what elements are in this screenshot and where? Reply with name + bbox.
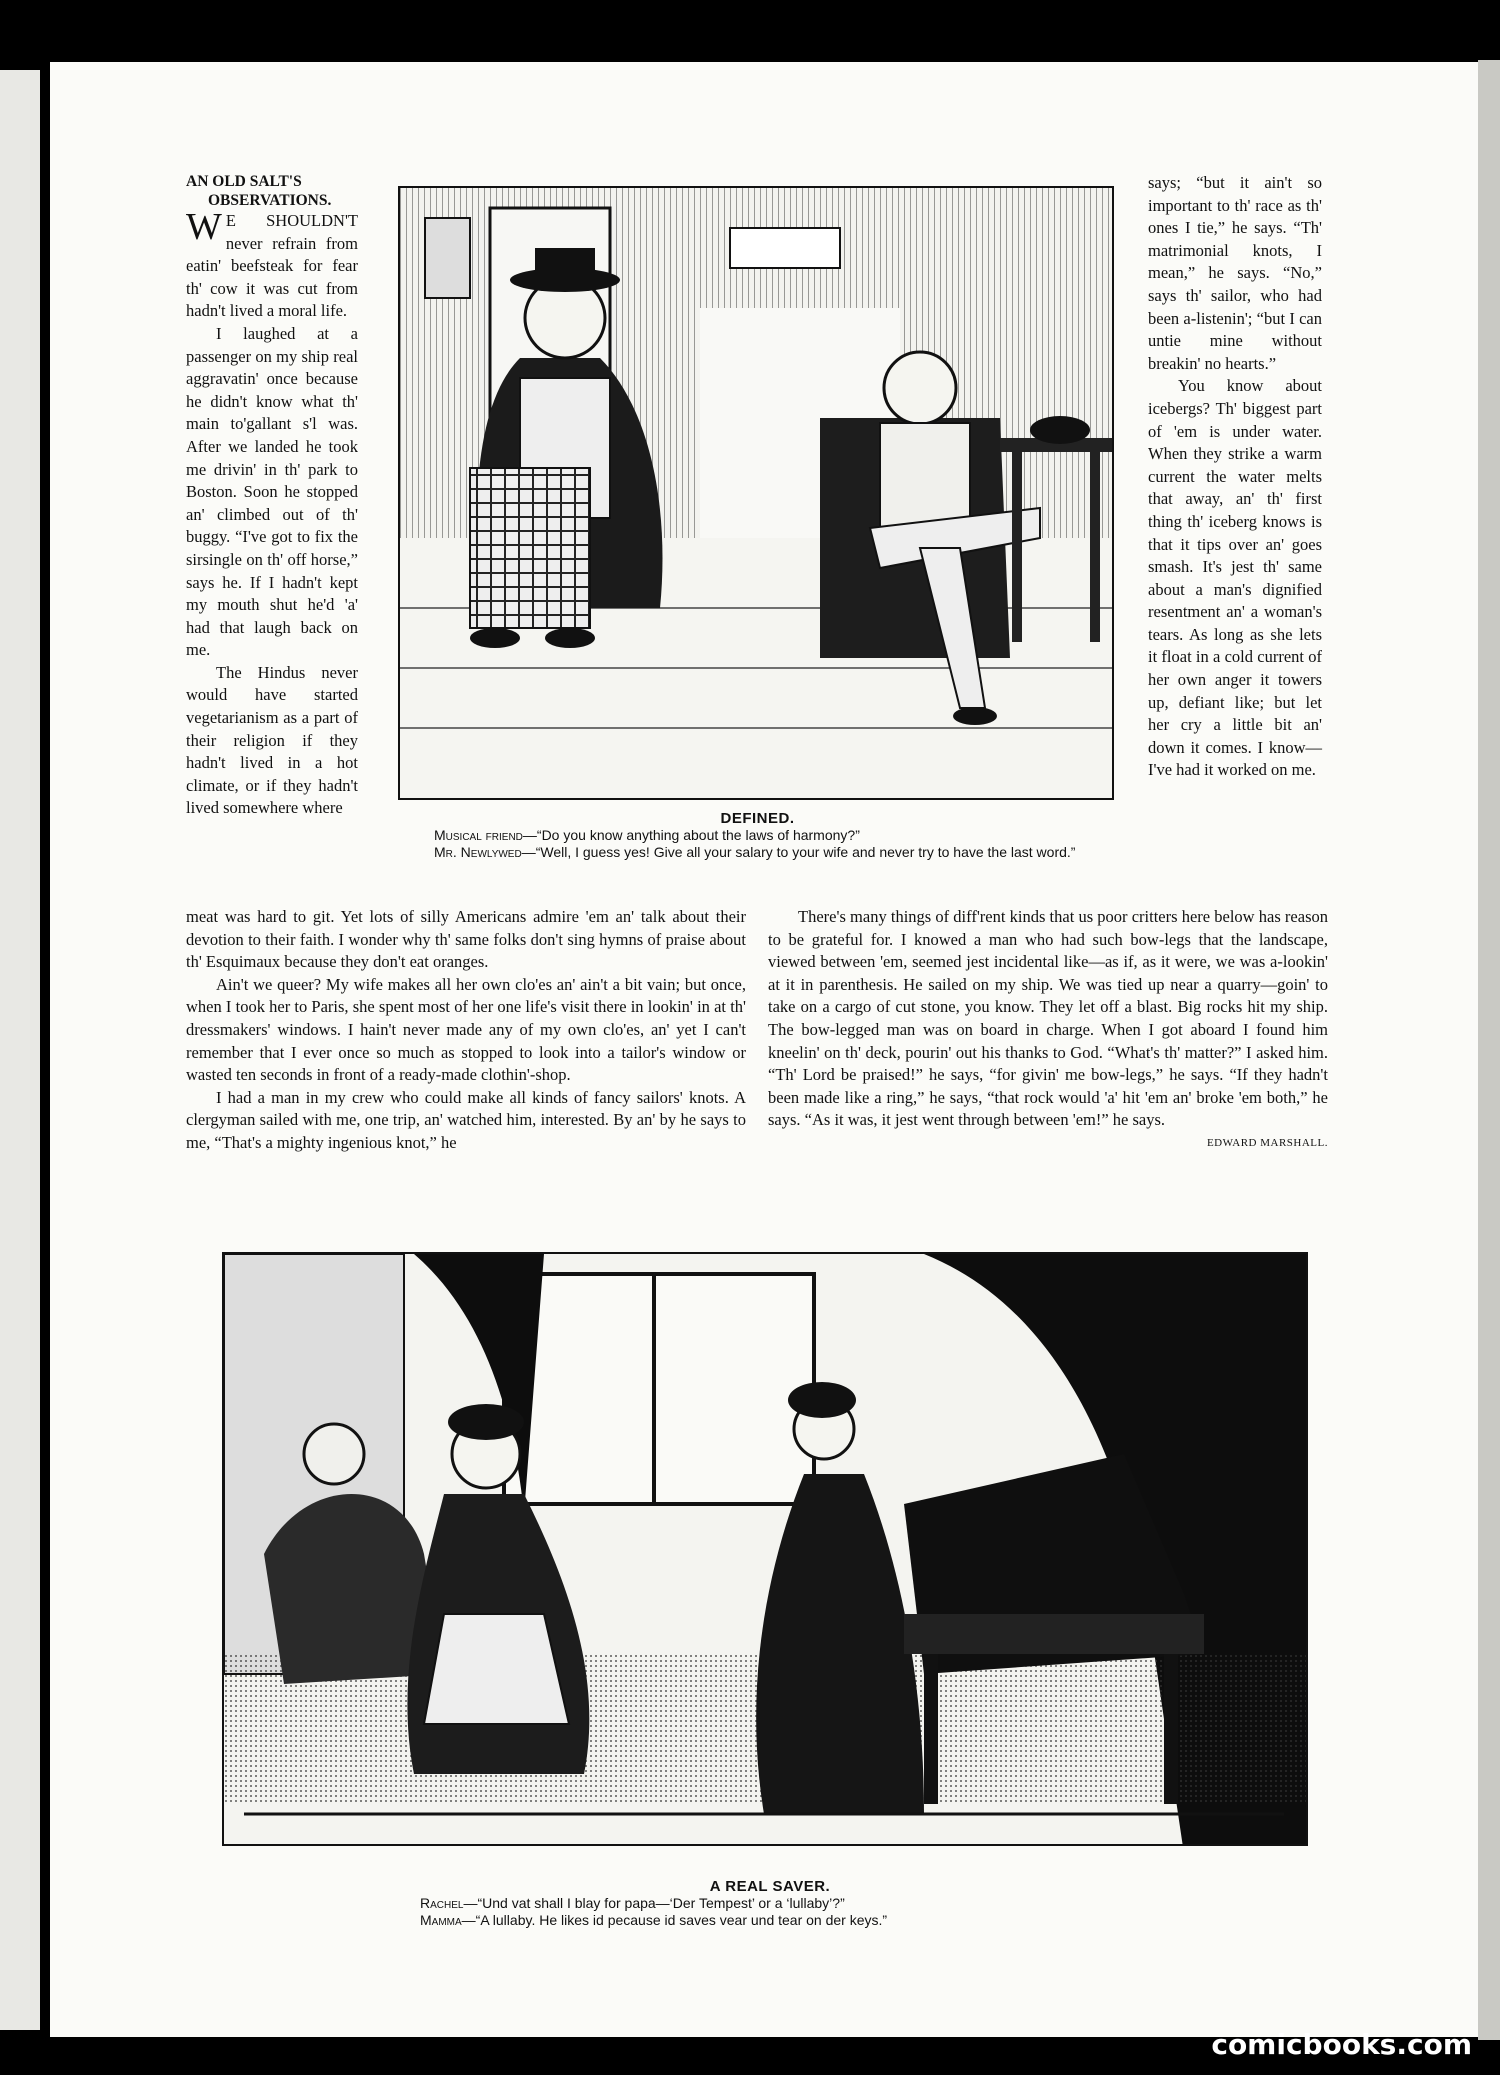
cartoon-illustration-defined — [398, 186, 1114, 800]
drop-cap: W — [186, 206, 222, 248]
article-paragraph: The Hindus never would have started vegetarianism as a part of their religion if they hadn't lived in a hot climate, or if they hadn't lived somewhere where — [186, 662, 358, 818]
caption-title: A REAL SAVER. — [709, 1878, 831, 1895]
article-column-1 — [186, 172, 358, 820]
heading-line-1: AN OLD SALT'S — [186, 173, 302, 190]
article-paragraph: says; “but it ain't so important to th' race as th' ones I tie,” he says. “Th' matrimonial knots, I mean,” he says. “No,” says th' sailor, who had been a-listenin'; “but I can untie mine without breakin' no hearts.” — [1148, 173, 1322, 373]
article-column-3 — [1148, 172, 1322, 782]
article-paragraph: You know about icebergs? Th' biggest part of 'em is under water. When they strike a warm current the water melts that away, an' th' first thing th' iceberg knows is that it tips over an' goes smash. It's jest th' same about a man's dignified resentment an' a woman's tears. As long as she lets it float in a cold current of her own anger it towers up, defiant like; but let her cry a little bit an' down it comes. I know—I've had it worked on me. — [1148, 376, 1322, 780]
article-paragraph: Ain't we queer? My wife makes all her own clo'es an' ain't a bit vain; but once, when I took her to Paris, she spent most of her one life's visit there in lookin' in at th' dressmakers' windows. I hain't never made any of my own clo'es, an' yet I can't remember that I ever once so much as stopped to look into a tailor's window or wasted ten seconds in front of a ready-made clothin'-shop. — [186, 974, 746, 1085]
speaker-name: Mr. Newlywed — [434, 844, 522, 860]
site-watermark: comicbooks.com — [1211, 2028, 1472, 2061]
article-lower-right — [768, 906, 1328, 1155]
caption-line: Mamma—“A lullaby. He likes id pecause id saves vear und tear on der keys.” — [420, 1912, 888, 1928]
article-paragraph: There's many things of diff'rent kinds that us poor critters here below has reason to be grateful for. I knowed a man who had such bow-legs that the landscape, viewed between 'em, seemed jest incidental like—as if, as it were, we was a-lookin' at it in parenthesis. He sailed on my ship. We was tied up near a quarry—goin' to take on a cargo of cut stone, you know. They let off a blast. Big rocks hit my ship. The bow-legged man was on board in charge. When I got aboard I found him kneelin' on th' deck, pourin' out his thanks to God. “What's th' matter?” I asked him. “Th' Lord be praised!” he says, “for givin' me bow-legs,” he says. “If they hadn't been made like a ring,” he says, “that rock would 'a' hit 'em an' broke 'em both,” he says. “As it was, it jest went through between 'em!” he says. — [768, 907, 1328, 1130]
author-signature: EDWARD MARSHALL. — [1206, 1136, 1328, 1149]
heading-line-2: OBSERVATIONS. — [208, 192, 332, 209]
cartoon-caption-real-saver — [420, 1878, 1120, 1929]
caption-line: Musical friend—“Do you know anything about the laws of harmony?” — [434, 827, 860, 843]
caption-line: Mr. Newlywed—“Well, I guess yes! Give all your salary to your wife and never try to have the last word.” — [434, 844, 1076, 860]
speaker-name: Rachel — [420, 1895, 464, 1911]
speaker-name: Musical friend — [434, 827, 523, 843]
speaker-name: Mamma — [420, 1912, 462, 1928]
cartoon-caption-defined — [400, 810, 1115, 861]
article-paragraph: W E SHOULDN'T never refrain from eatin' beefsteak for fear th' cow it was cut from hadn't lived a moral life. — [186, 206, 358, 321]
cartoon-illustration-real-saver — [222, 1252, 1308, 1846]
article-heading — [186, 172, 358, 210]
caption-line: Rachel—“Und vat shall I blay for papa—‘Der Tempest’ or a ‘lullaby’?” — [420, 1895, 845, 1911]
article-paragraph: I laughed at a passenger on my ship real aggravatin' once because he didn't know what th' main to'gallant s'l was. After we landed he took me drivin' in th' park to Boston. Soon he stopped an' climbed out of th' buggy. “I've got to fix the sirsingle on th' off horse,” says he. If I hadn't kept my mouth shut he'd 'a' had that laugh back on me. — [186, 323, 358, 660]
illustration-drawing — [224, 1254, 1306, 1844]
article-paragraph: I had a man in my crew who could make all kinds of fancy sailors' knots. A clergyman sailed with me, one trip, an' watched him, interested. By an' by he says to me, “That's a mighty ingenious knot,” he — [186, 1087, 746, 1152]
article-lower-left — [186, 906, 746, 1155]
page-spine — [1478, 60, 1500, 2040]
article-paragraph: meat was hard to git. Yet lots of silly Americans admire 'em an' talk about their devotion to their faith. I wonder why th' same folks don't sing hymns of praise about th' Esquimaux because they don't eat oranges. — [186, 907, 746, 972]
illustration-drawing — [400, 188, 1112, 798]
left-page-edge — [0, 70, 40, 2030]
caption-title: DEFINED. — [720, 810, 795, 827]
